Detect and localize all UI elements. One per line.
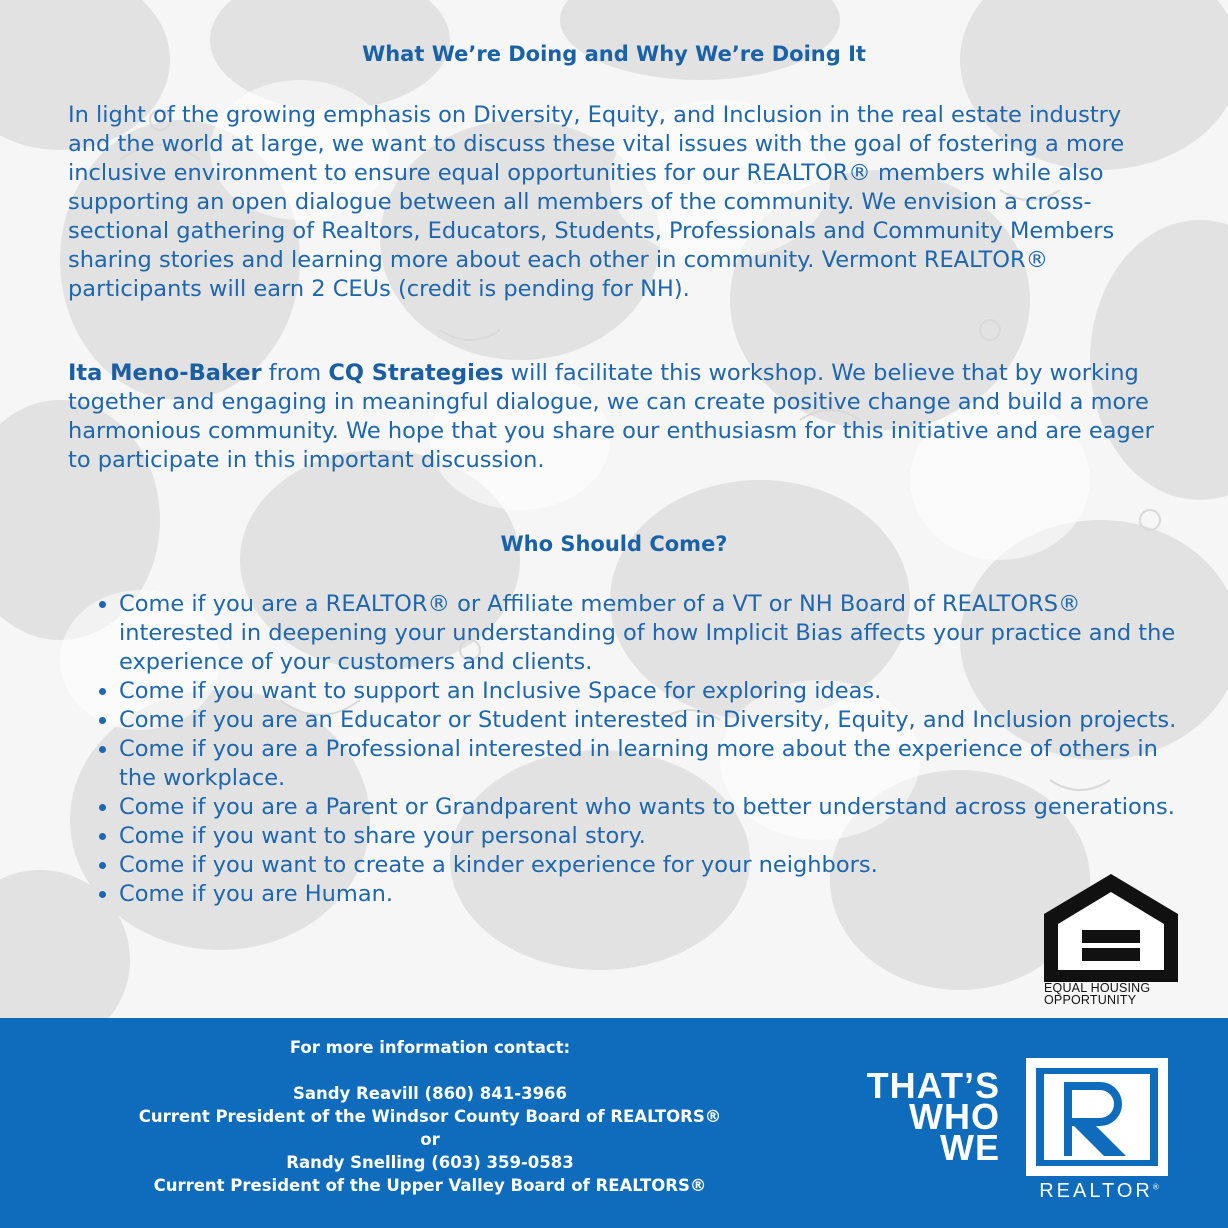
facilitator-org: CQ Strategies: [328, 360, 504, 386]
intro-paragraph: In light of the growing emphasis on Diversity, Equity, and Inclusion in the real estate industry and the world at large, we want to discuss these vital issues with the goal of fostering a more inclusive environment to ensure equal opportunities for our REALTOR® members while also supporting an open dialogue between all members of the community. We envision a cross-sectional gathering of Realtors, Educators, Students, Professionals and Community Members sharing stories and learning more about each other in community. Vermont REALTOR® participants will earn 2 CEUs (credit is pending for NH).: [68, 102, 1125, 302]
facilitator-text: will facilitate this workshop. We believe that by working together and engaging in meaningful dialogue, we can create positive change and build a more harmonious community. We hope that you share our enthusiasm for this initiative and are eager to participate in this important discussion.: [68, 360, 1154, 473]
list-item: • Come if you want to support an Inclusive Space for exploring ideas.: [119, 677, 1199, 706]
facilitator-name: Ita Meno-Baker: [68, 360, 262, 386]
contact-2-name: Randy Snelling (603) 359-0583: [286, 1153, 574, 1172]
tagline-line-2: WHO: [909, 1096, 1000, 1137]
tagline: [866, 1065, 1000, 1168]
contact-heading: For more information contact:: [289, 1038, 571, 1057]
realtor-r-logo-icon: [1024, 1056, 1170, 1194]
list-item: • Come if you are an Educator or Student interested in Diversity, Equity, and Inclusion projects.: [119, 706, 1199, 735]
contact-footer: [0, 1018, 1228, 1228]
facilitator-paragraph: [68, 359, 1168, 475]
contact-or: or: [420, 1130, 440, 1149]
list-item: • Come if you want to share your personal story.: [119, 822, 1199, 851]
list-item: • Come if you are a Parent or Grandparent who wants to better understand across generations.: [119, 793, 1199, 822]
attendee-list: [68, 590, 1199, 909]
list-item: • Come if you are a REALTOR® or Affiliate member of a VT or NH Board of REALTORS® interested in deepening your understanding of how Implicit Bias affects your practice and the experience of your customers and clients.: [119, 590, 1199, 677]
realtor-wordmark: REALTOR®: [1039, 1180, 1159, 1202]
list-item: • Come if you are a Professional interested in learning more about the experience of others in the workplace.: [119, 735, 1199, 793]
list-item: • Come if you are Human.: [119, 880, 1199, 909]
registered-mark: ®: [1152, 1182, 1159, 1192]
page-heading: What We’re Doing and Why We’re Doing It: [362, 42, 866, 66]
facilitator-from: from: [261, 360, 329, 386]
contact-1-title: Current President of the Windsor County Board of REALTORS®: [138, 1107, 722, 1126]
tagline-line-3: WE: [940, 1127, 1000, 1168]
eho-line-1: EQUAL HOUSING: [1044, 981, 1151, 995]
contact-1-name: Sandy Reavill (860) 841-3966: [292, 1084, 568, 1103]
contact-block: [80, 1036, 780, 1197]
list-item: • Come if you want to create a kinder experience for your neighbors.: [119, 851, 1199, 880]
who-should-come-heading: Who Should Come?: [500, 532, 728, 556]
contact-2-title: Current President of the Upper Valley Board of REALTORS®: [153, 1176, 707, 1195]
tagline-line-1: THAT’S: [866, 1065, 1000, 1106]
eho-line-2: OPPORTUNITY: [1044, 993, 1137, 1007]
